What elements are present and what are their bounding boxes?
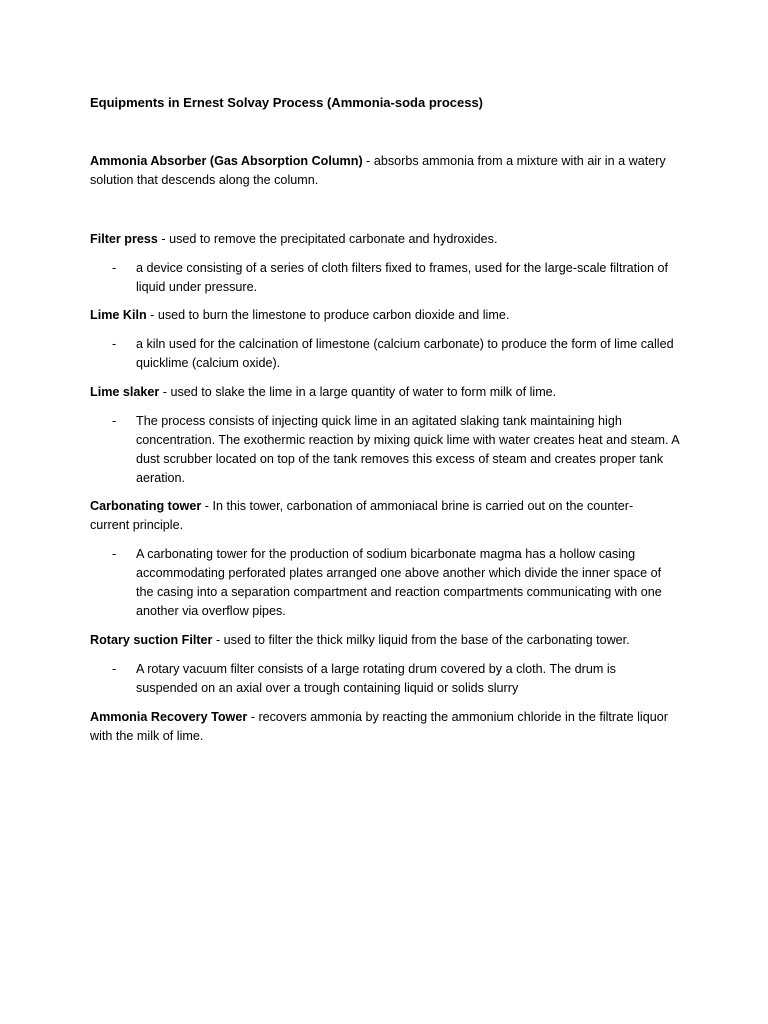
bullet-text: A carbonating tower for the production of sodium bicarbonate magma has a hollow casing accommodating perforated plates arranged one above another which divide the inner space of the casing into a separation compartment and reaction compartments communicating with one another via overflow pipes. bbox=[136, 547, 662, 618]
section-description: - used to filter the thick milky liquid from the base of the carbonating tower. bbox=[212, 633, 630, 647]
bullet-text: A rotary vacuum filter consists of a large rotating drum covered by a cloth. The drum is suspended on an axial over a trough containing liquid or solids slurry bbox=[136, 662, 616, 695]
section-term: Ammonia Recovery Tower bbox=[90, 710, 248, 724]
section-description: - recovers ammonia by reacting the ammonium chloride in the filtrate liquor with the milk of lime. bbox=[90, 710, 668, 743]
bullet-dash: - bbox=[112, 414, 117, 428]
section-term: Lime slaker bbox=[90, 385, 160, 399]
bullet-dash: - bbox=[112, 662, 117, 676]
bullet-text: a device consisting of a series of cloth filters fixed to frames, used for the large-scale filtration of liquid under pressure. bbox=[136, 261, 668, 294]
section-term: Rotary suction Filter bbox=[90, 633, 213, 647]
section-description: - used to slake the lime in a large quantity of water to form milk of lime. bbox=[159, 385, 557, 399]
section-rotary-suction-filter bbox=[90, 631, 670, 650]
section-description: - In this tower, carbonation of ammoniacal brine is carried out on the counter-current principle. bbox=[90, 499, 634, 532]
section-term: Ammonia Absorber (Gas Absorption Column) bbox=[90, 154, 363, 168]
bullet-dash: - bbox=[112, 337, 117, 351]
section-term: Carbonating tower bbox=[90, 499, 202, 513]
section-term: Filter press bbox=[90, 232, 158, 246]
bullet-dash: - bbox=[112, 547, 117, 561]
section-description: - used to burn the limestone to produce carbon dioxide and lime. bbox=[146, 308, 510, 322]
section-ammonia-absorber bbox=[90, 152, 670, 190]
section-lime-slaker bbox=[90, 383, 670, 402]
document-title: Equipments in Ernest Solvay Process (Ammonia-soda process) bbox=[90, 95, 484, 110]
section-ammonia-recovery-tower bbox=[90, 708, 670, 746]
section-description: - used to remove the precipitated carbonate and hydroxides. bbox=[157, 232, 498, 246]
section-carbonating-tower bbox=[90, 497, 670, 535]
section-description: - absorbs ammonia from a mixture with air in a watery solution that descends along the column. bbox=[90, 154, 666, 187]
bullet-text: The process consists of injecting quick lime in an agitated slaking tank maintaining high concentration. The exothermic reaction by mixing quick lime with water creates heat and steam. A dust scrubber located on top of the tank removes this excess of steam and creates proper tank aeration. bbox=[136, 414, 679, 485]
section-lime-kiln bbox=[90, 306, 670, 325]
bullet-text: a kiln used for the calcination of limestone (calcium carbonate) to produce the form of lime called quicklime (calcium oxide). bbox=[136, 337, 674, 370]
section-filter-press bbox=[90, 230, 670, 249]
bullet-dash: - bbox=[112, 261, 117, 275]
section-term: Lime Kiln bbox=[90, 308, 147, 322]
